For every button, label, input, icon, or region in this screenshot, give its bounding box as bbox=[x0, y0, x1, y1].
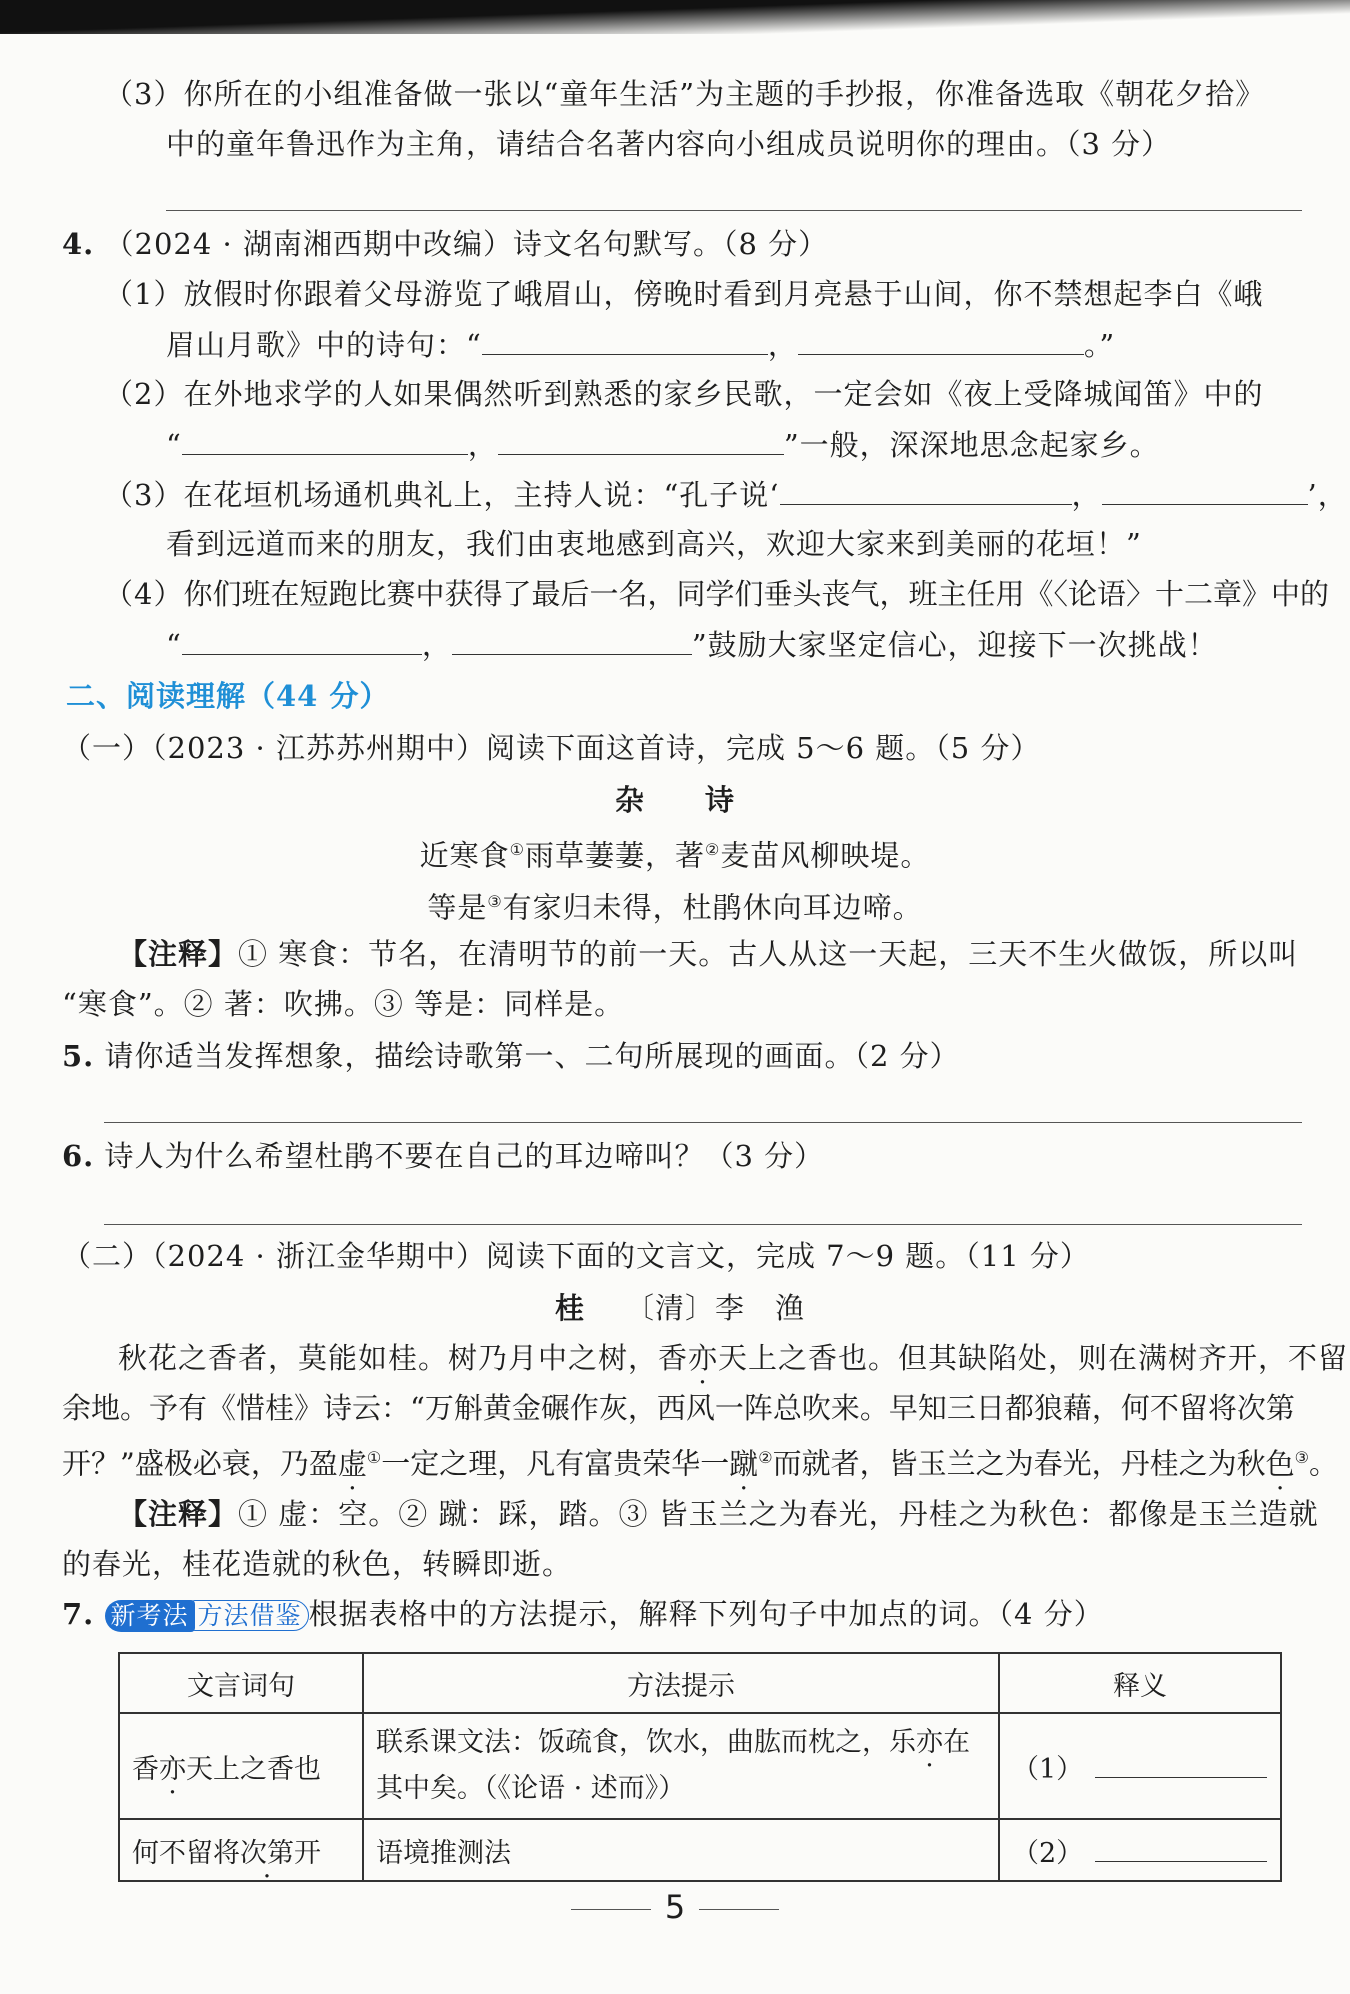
reading2-note-line1 bbox=[118, 1494, 1319, 1534]
prose-line1 bbox=[118, 1338, 1348, 1378]
row1-phrase bbox=[119, 1713, 363, 1819]
q3-line1 bbox=[104, 74, 1265, 114]
q4-p1-line2 bbox=[166, 324, 1115, 365]
prose-l1-b: 天上之香也。但其缺陷处，则在满树齐开，不留 bbox=[718, 1341, 1349, 1375]
poem-line2 bbox=[0, 882, 1350, 928]
q4-number: 4. bbox=[62, 227, 95, 261]
reading1-note-line1 bbox=[118, 934, 1298, 974]
q4-p4-blank2[interactable] bbox=[452, 624, 692, 655]
row2-phrase bbox=[119, 1819, 363, 1881]
row2-answer bbox=[999, 1819, 1281, 1881]
reading2-title: 桂 bbox=[555, 1291, 586, 1325]
reading2-header: （二）（2024 · 浙江金华期中）阅读下面的文言文，完成 7～9 题。（11 分） bbox=[62, 1239, 1090, 1273]
row1-phrase-a: 香 bbox=[132, 1753, 159, 1785]
q4-p3-lead: 在花垣机场通机典礼上，主持人说：“孔子说‘ bbox=[183, 478, 780, 512]
q3-text1: 你所在的小组准备做一张以“童年生活”为主题的手抄报，你准备选取《朝花夕拾》 bbox=[183, 77, 1266, 111]
table-header-row bbox=[119, 1653, 1281, 1713]
q5-answer-line[interactable] bbox=[104, 1122, 1302, 1123]
page-number-footer bbox=[0, 1888, 1350, 1926]
row1-method-a: 联系课文法：饭疏食，饮水，曲肱而枕之，乐 bbox=[376, 1727, 916, 1758]
q4-p1-blank1[interactable] bbox=[482, 324, 768, 355]
poem-l1-b: 雨草萋萋，著 bbox=[524, 838, 705, 873]
q4-p3-blank2[interactable] bbox=[1102, 474, 1308, 505]
row2-method: 语境推测法 bbox=[363, 1819, 999, 1881]
row1-answer-blank[interactable] bbox=[1095, 1747, 1267, 1778]
reading2-note-text1: ① 虚：空。② 蹴：踩，踏。③ 皆玉兰之为春光，丹桂之为秋色：都像是玉兰造就 bbox=[238, 1497, 1319, 1531]
q4-p2-line2 bbox=[166, 424, 1160, 465]
prose-line2: 余地。予有《惜桂》诗云：“万斛黄金碾作灰，西风一阵总吹来。早知三日都狼藉，何不留将次第 bbox=[62, 1391, 1295, 1425]
q4-p3-blank1[interactable] bbox=[780, 474, 1072, 505]
prose-note-ref-3: ③ bbox=[1294, 1448, 1309, 1467]
q4-p4-line2 bbox=[166, 624, 1218, 665]
q4-header bbox=[62, 224, 828, 264]
q5-text: 请你适当发挥想象，描绘诗歌第一、二句所展现的画面。（2 分） bbox=[104, 1039, 960, 1073]
row1-answer bbox=[999, 1713, 1281, 1819]
note-ref-3: ③ bbox=[487, 892, 503, 911]
q7-text: 根据表格中的方法提示，解释下列句子中加点的词。（4 分） bbox=[308, 1597, 1104, 1631]
q7 bbox=[62, 1594, 1104, 1634]
row1-answer-label: （1） bbox=[1012, 1753, 1084, 1785]
q4-p1-lead: 眉山月歌》中的诗句：“ bbox=[166, 328, 482, 362]
row2-phrase-a: 何不留将 bbox=[132, 1837, 240, 1869]
prose-l3-b: 一定之理，凡有富贵荣华一 bbox=[381, 1446, 730, 1481]
q4-p4-line1 bbox=[104, 574, 1329, 614]
reading2-title-row bbox=[555, 1288, 805, 1328]
q3-line2: 中的童年鲁迅作为主角，请结合名著内容向小组成员说明你的理由。（3 分） bbox=[166, 127, 1172, 161]
table-header-phrase: 文言词句 bbox=[119, 1653, 363, 1713]
dotted-word-se: 色 bbox=[1265, 1446, 1295, 1481]
q4-p3-sep: ， bbox=[1071, 478, 1102, 512]
q6-number: 6. bbox=[62, 1139, 95, 1173]
q4-p2-text: 在外地求学的人如果偶然听到熟悉的家乡民歌，一定会如《夜上受降城闻笛》中的 bbox=[183, 377, 1264, 411]
row2-answer-blank[interactable] bbox=[1095, 1831, 1267, 1862]
method-table bbox=[118, 1652, 1282, 1882]
q7-number: 7. bbox=[62, 1597, 95, 1631]
dotted-word-xu: 虚 bbox=[337, 1446, 367, 1481]
poem-title: 杂 诗 bbox=[614, 783, 735, 817]
q4-p2-blank1[interactable] bbox=[182, 424, 468, 455]
prose-end: 。 bbox=[1308, 1446, 1338, 1481]
q4-p2-open: “ bbox=[166, 428, 182, 462]
table-header-method: 方法提示 bbox=[363, 1653, 999, 1713]
section2-title: 二、阅读理解（44 分） bbox=[66, 679, 390, 713]
q6 bbox=[62, 1136, 824, 1176]
q4-p4-label: （4） bbox=[104, 577, 184, 611]
q4-p1-line1 bbox=[104, 274, 1263, 314]
q6-text: 诗人为什么希望杜鹃不要在自己的耳边啼叫？（3 分） bbox=[104, 1139, 825, 1173]
q4-header-text: （2024 · 湖南湘西期中改编）诗文名句默写。（8 分） bbox=[104, 227, 829, 261]
dotted-word-yi: 亦 bbox=[688, 1341, 719, 1375]
q4-p3-label: （3） bbox=[104, 478, 184, 512]
prose-note-ref-1: ① bbox=[366, 1448, 382, 1467]
table-row bbox=[119, 1713, 1281, 1819]
reading2-note-line2: 的春光，桂花造就的秋色，转瞬即逝。 bbox=[62, 1547, 573, 1581]
q3-answer-line[interactable] bbox=[166, 210, 1302, 211]
new-method-badge: 新考法 bbox=[105, 1600, 195, 1632]
method-reference-badge: 方法借鉴 bbox=[191, 1600, 309, 1631]
q4-p2-blank2[interactable] bbox=[498, 424, 784, 455]
row1-method-b: 在 bbox=[943, 1727, 970, 1758]
prose-l3-c: 而就者，皆玉兰之为春光，丹桂之为秋 bbox=[772, 1446, 1266, 1481]
prose-note-ref-2: ② bbox=[758, 1448, 773, 1467]
reading2-note-label: 【注释】 bbox=[118, 1497, 239, 1531]
row1-phrase-b: 天上之香也 bbox=[186, 1753, 321, 1785]
poem-line1 bbox=[0, 830, 1350, 876]
q4-p4-sep: ， bbox=[421, 628, 452, 662]
page-top-edge bbox=[0, 0, 1350, 34]
reading2-author: 〔清〕李 渔 bbox=[625, 1291, 806, 1325]
q5-number: 5. bbox=[62, 1039, 95, 1073]
page-number: 5 bbox=[664, 1888, 686, 1926]
note-label: 【注释】 bbox=[118, 937, 239, 971]
poem-l2-b: 有家归未得，杜鹃休向耳边啼。 bbox=[502, 890, 923, 925]
q4-p1-end: 。” bbox=[1083, 328, 1116, 362]
table-header-meaning: 释义 bbox=[999, 1653, 1281, 1713]
q4-p4-open: “ bbox=[166, 628, 182, 662]
q4-p2-end: ”一般，深深地思念起家乡。 bbox=[783, 428, 1160, 462]
q4-p2-sep: ， bbox=[467, 428, 498, 462]
row1-method-dotted: 亦 bbox=[916, 1727, 943, 1758]
q4-p2-line1 bbox=[104, 374, 1263, 414]
q4-p2-label: （2） bbox=[104, 377, 184, 411]
q4-p4-blank1[interactable] bbox=[182, 624, 422, 655]
q4-p3-line1 bbox=[104, 474, 1348, 515]
q4-p1-blank2[interactable] bbox=[798, 324, 1084, 355]
row1-method bbox=[363, 1713, 999, 1819]
q4-p1-text: 放假时你跟着父母游览了峨眉山，傍晚时看到月亮悬于山间，你不禁想起李白《峨 bbox=[183, 277, 1264, 311]
q3-label: （3） bbox=[104, 77, 184, 111]
q4-p4-end: ”鼓励大家坚定信心，迎接下一次挑战！ bbox=[691, 628, 1218, 662]
note-ref-1: ① bbox=[509, 840, 525, 859]
prose-l1-a: 秋花之香者，莫能如桂。树乃月中之树，香 bbox=[118, 1341, 689, 1375]
row1-dotted-word: 亦 bbox=[159, 1753, 186, 1785]
reading1-header: （一）（2023 · 江苏苏州期中）阅读下面这首诗，完成 5～6 题。（5 分） bbox=[62, 731, 1041, 765]
q6-answer-line[interactable] bbox=[104, 1224, 1302, 1225]
note-text1: ① 寒食：节名，在清明节的前一天。古人从这一天起，三天不生火做饭，所以叫 bbox=[238, 937, 1299, 971]
row2-dotted-word: 次第 bbox=[240, 1837, 294, 1869]
q4-p4-text: 你们班在短跑比赛中获得了最后一名，同学们垂头丧气，班主任用《〈论语〉十二章》中的 bbox=[183, 577, 1329, 611]
prose-l3-a: 开？”盛极必衰，乃盈 bbox=[62, 1446, 338, 1481]
table-row bbox=[119, 1819, 1281, 1881]
row2-answer-label: （2） bbox=[1012, 1837, 1084, 1869]
row2-phrase-b: 开 bbox=[294, 1837, 321, 1869]
row1-method-line2: 其中矣。（《论语 · 述而》） bbox=[376, 1773, 686, 1804]
note-ref-2: ② bbox=[705, 840, 721, 859]
dotted-word-cu: 蹴 bbox=[729, 1446, 759, 1481]
poem-l1-c: 麦苗风柳映堤。 bbox=[720, 838, 931, 873]
q4-p3-end: ’， bbox=[1307, 478, 1348, 512]
q4-p1-sep: ， bbox=[767, 328, 798, 362]
reading1-note-line2: “寒食”。② 著：吹拂。③ 等是：同样是。 bbox=[62, 987, 625, 1021]
prose-line3 bbox=[62, 1438, 1338, 1484]
q4-p1-label: （1） bbox=[104, 277, 184, 311]
q4-p3-line2: 看到远道而来的朋友，我们由衷地感到高兴，欢迎大家来到美丽的花垣！” bbox=[166, 527, 1142, 561]
poem-l2-a: 等是 bbox=[427, 890, 488, 925]
poem-l1-a: 近寒食 bbox=[419, 838, 510, 873]
q5 bbox=[62, 1036, 960, 1076]
